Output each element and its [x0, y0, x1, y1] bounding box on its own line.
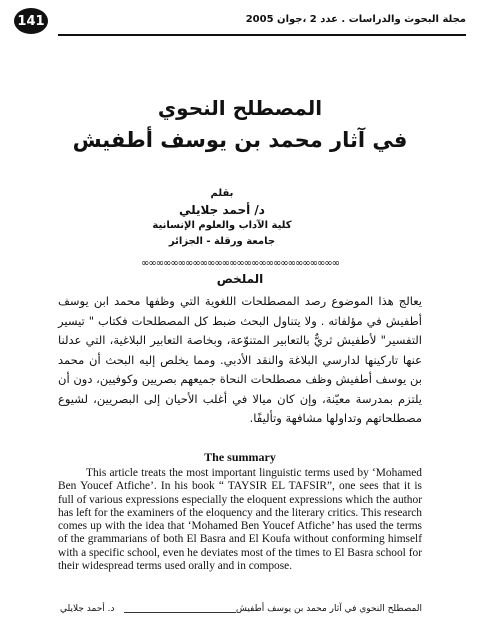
arabic-abstract: يعالج هذا الموضوع رصد المصطلحات اللغوية التي وظفها محمد ابن يوسف أطفيش في مؤلفاته . ولا يتناول البحث ضبط كل المصطلحات فكتاب " تيسير التفسير" لأطفيش ثريٌّ بالتعابير المتنوّعة، وبخاصة التعابير البلاغية، التي عدلنا عنها تاركينها لدارسي البلاغة والنقد الأدبي. ومما يخلص إليه البحث أن محمد بن يوسف أطفيش وظف مصطلحات النحاة جميعهم بصريين وكوفيين، دون أن يلتزم بمدرسة معيّنة، وإن كان ميالا في أغلب الأحيان إلى البصريين، لشيوع مصطلحاتهم وتداولها مشافهة وتأليفًا. [58, 294, 422, 425]
header-rule [58, 34, 466, 36]
page-number-badge: 141 [14, 8, 48, 34]
ornament-divider: ∞∞∞∞∞∞∞∞∞∞∞∞∞∞∞∞∞∞∞∞∞∞∞∞∞∞∞ [141, 258, 339, 269]
footer-author: د. أحمد جلايلي [60, 604, 115, 614]
author-affiliation-faculty: كلية الآداب والعلوم الإنسانية [152, 220, 292, 231]
footer-article-title: المصطلح النحوي في آثار محمد بن يوسف أطفيش [235, 604, 422, 614]
journal-title: مجلة البحوث والدراسات . عدد 2 ،جوان 2005 [245, 14, 466, 25]
page-header [14, 6, 466, 36]
author-name: د/ أحمد جلايلي [179, 203, 265, 217]
english-abstract: This article treats the most important linguistic terms used by ‘Mohamed Ben Youcef Atfiche’. In his book “ TAYSIR EL TAFSIR”, one sees that it is full of various expressions especially the eloquent expressions which the author has left for the examiners of the eloquency and the literary critics. This research comes up with the idea that ‘Mohamed Ben Youcef Atfiche’ has used the terms of the grammarians of both El Basra and El Koufa without conforming himself with a specific school, even he deviates most of the times to El Basra school for their widespread terms used orally and in compose. [58, 467, 422, 573]
summary-heading: The summary [204, 450, 276, 464]
by-label: بقلم [210, 188, 234, 199]
footer-rule [124, 612, 236, 613]
article-title-line1: المصطلح النحوي [157, 96, 323, 120]
page-footer [60, 600, 422, 622]
author-affiliation-university: جامعة ورقلة - الجزائر [168, 236, 276, 247]
author-block [122, 186, 322, 250]
abstract-heading: الملخص [216, 272, 264, 286]
article-title-line2: في آثار محمد بن يوسف أطفيش [72, 128, 408, 152]
